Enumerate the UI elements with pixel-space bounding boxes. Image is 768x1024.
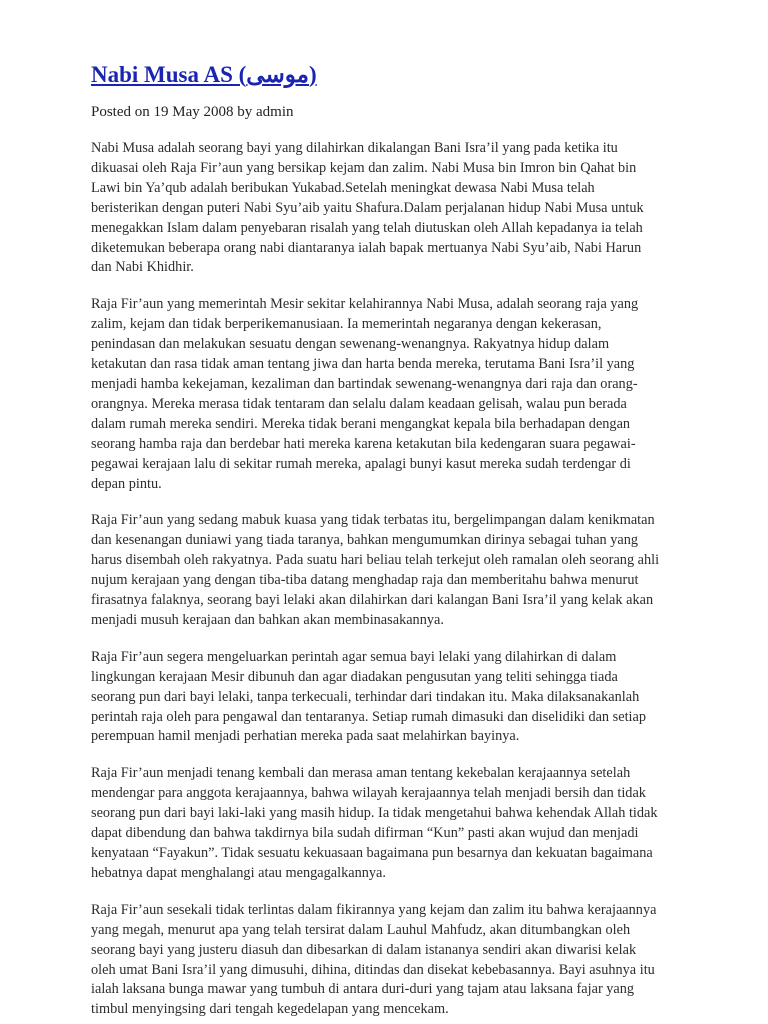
- paragraph-line: lingkungan kerajaan Mesir dibunuh dan agar diadakan pengusutan yang teliti sehingga tiada: [91, 668, 618, 685]
- paragraph-line: dapat dibendung dan bahwa takdirnya bila sudah difirman “Kun” pasti akan wujud dan menjadi: [91, 825, 639, 842]
- paragraph-line: ialah laksana bunga mawar yang tumbuh di antara duri-duri yang tajam atau laksana fajar yang: [91, 981, 635, 998]
- paragraph-line: Raja Fir’aun menjadi tenang kembali dan merasa aman tentang kekebalan kerajaannya setelah: [91, 765, 631, 782]
- paragraph-line: diketemukan beberapa orang nabi diantaranya ialah bapak mertuanya Nabi Syu’aib, Nabi Harun: [91, 239, 642, 256]
- paragraph-line: seorang hamba raja dan berdebar hati mereka karena ketakutan bila kedengaran suara pegawai-: [91, 435, 636, 452]
- paragraph: [91, 901, 703, 1020]
- paragraph-line: orangnya. Mereka merasa tidak tentaram dan selalu dalam keadaan gelisah, walau pun berada: [91, 395, 627, 412]
- paragraph-line: yang megah, menurut apa yang telah tersirat dalam Lauhul Mahfudz, akan ditumbangkan oleh: [91, 921, 631, 938]
- paragraph-line: menegakkan Islam dalam penyebaran risalah yang telah diutuskan oleh Allah kepadanya ia telah: [91, 219, 643, 236]
- paragraph-line: seorang pun dari bayi laki-laki yang masih hidup. Ia tidak mengetahui bahwa kehendak Allah tidak: [91, 805, 658, 822]
- article-title-link[interactable]: Nabi Musa AS (موسى): [91, 62, 317, 87]
- paragraph-line: Raja Fir’aun segera mengeluarkan perintah agar semua bayi lelaki yang dilahirkan di dalam: [91, 648, 617, 665]
- paragraph-line: dan Nabi Khidhir.: [91, 259, 194, 276]
- paragraph-line: Raja Fir’aun sesekali tidak terlintas dalam fikirannya yang kejam dan zalim itu bahwa kerajaannya: [91, 901, 657, 918]
- paragraph-line: beristerikan dengan puteri Nabi Syu’aib yaitu Shafura.Dalam perjalanan hidup Nabi Musa untuk: [91, 199, 644, 216]
- paragraph-line: zalim, kejam dan tidak berperikemanusiaan. Ia memerintah negaranya dengan kekerasan,: [91, 316, 602, 333]
- paragraph-line: depan pintu.: [91, 475, 162, 492]
- paragraph: [91, 648, 703, 748]
- paragraph-line: Raja Fir’aun yang memerintah Mesir sekitar kelahirannya Nabi Musa, adalah seorang raja yang: [91, 296, 639, 313]
- paragraph-line: Nabi Musa adalah seorang bayi yang dilahirkan dikalangan Bani Isra’il yang pada ketika itu: [91, 140, 618, 156]
- article: [91, 60, 703, 1020]
- paragraph-line: perintah raja oleh para pengawal dan tentaranya. Setiap rumah dimasuki dan diselidiki dan setiap: [91, 708, 647, 725]
- paragraph: [91, 511, 703, 630]
- paragraph-line: mendengar para anggota kerajaannya, bahwa wilayah kerajaannya telah menjadi bersih dan tidak: [91, 785, 646, 802]
- paragraph-line: kenyataan “Fayakun”. Tidak sesuatu kekuasaan bagaimana pun besarnya dan kekuatan bagaimana: [91, 845, 653, 861]
- paragraph-line: dan kesenangan duniawi yang tiada taranya, bahkan mengumumkan dirinya sebagai tuhan yang: [91, 532, 639, 549]
- post-meta: Posted on 19 May 2008 by admin: [91, 104, 294, 120]
- paragraph-line: pegawai kerajaan lalu di sekitar rumah mereka, apalagi bunyi kasut mereka sudah terdengar di: [91, 455, 631, 472]
- paragraph-line: penindasan dan melakukan sesuatu dengan sewenang-wenangnya. Rakyatnya hidup dalam: [91, 336, 610, 353]
- paragraph: [91, 764, 703, 883]
- article-body: [91, 139, 703, 1020]
- paragraph-line: hebatnya dapat menghalangi atau mengagalkannya.: [91, 864, 386, 881]
- paragraph-line: harus disembah oleh rakyatnya. Pada suatu hari beliau telah terkejut oleh ramalan oleh seorang ahli: [91, 552, 660, 569]
- paragraph-line: Raja Fir’aun yang sedang mabuk kuasa yang tidak terbatas itu, bergelimpangan dalam kenikmatan: [91, 512, 655, 529]
- paragraph-line: menjadi musuh kerajaan dan bahkan akan membinasakannya.: [91, 611, 444, 628]
- paragraph: [91, 295, 703, 494]
- paragraph-line: ketakutan dan rasa tidak aman tentang jiwa dan harta benda mereka, terutama Bani Isra’il yang: [91, 356, 635, 373]
- paragraph-line: menjadi hamba kekejaman, kezaliman dan bartindak sewenang-wenangnya dari raja dan orang-: [91, 375, 638, 392]
- paragraph-line: seorang pun dari bayi lelaki, tanpa terkecuali, terhindar dari tindakan itu. Maka dilaksanakanlah: [91, 688, 640, 705]
- paragraph-line: dalam rumah mereka sendiri. Mereka tidak berani mengangkat kepala bila berhadapan dengan: [91, 415, 631, 432]
- paragraph-line: nujum kerajaan yang dengan tiba-tiba datang menghadap raja dan memberitahu bahwa menurut: [91, 572, 639, 589]
- paragraph-line: Lawi bin Ya’qub adalah beribukan Yukabad.Setelah meningkat dewasa Nabi Musa telah: [91, 179, 595, 196]
- paragraph-line: oleh umat Bani Isra’il yang dimusuhi, dihina, ditindas dan disekat kebebasannya. Bayi asuhnya itu: [91, 961, 655, 978]
- article-title: [91, 60, 703, 90]
- paragraph: [91, 139, 703, 278]
- paragraph-line: perempuan hamil menjadi perhatian mereka pada saat melahirkan bayinya.: [91, 728, 520, 745]
- paragraph-line: timbul menyingsing dari tengah kegedelapan yang mencekam.: [91, 1001, 449, 1018]
- paragraph-line: firasatnya falaknya, seorang bayi lelaki akan dilahirkan dari kalangan Bani Isra’il yang kelak akan: [91, 592, 654, 609]
- paragraph-line: dikuasai oleh Raja Fir’aun yang bersikap kejam dan zalim. Nabi Musa bin Imron bin Qahat bin: [91, 159, 637, 176]
- paragraph-line: seorang bayi yang justeru diasuh dan dibesarkan di dalam istananya sendiri akan diwarisi kelak: [91, 941, 637, 958]
